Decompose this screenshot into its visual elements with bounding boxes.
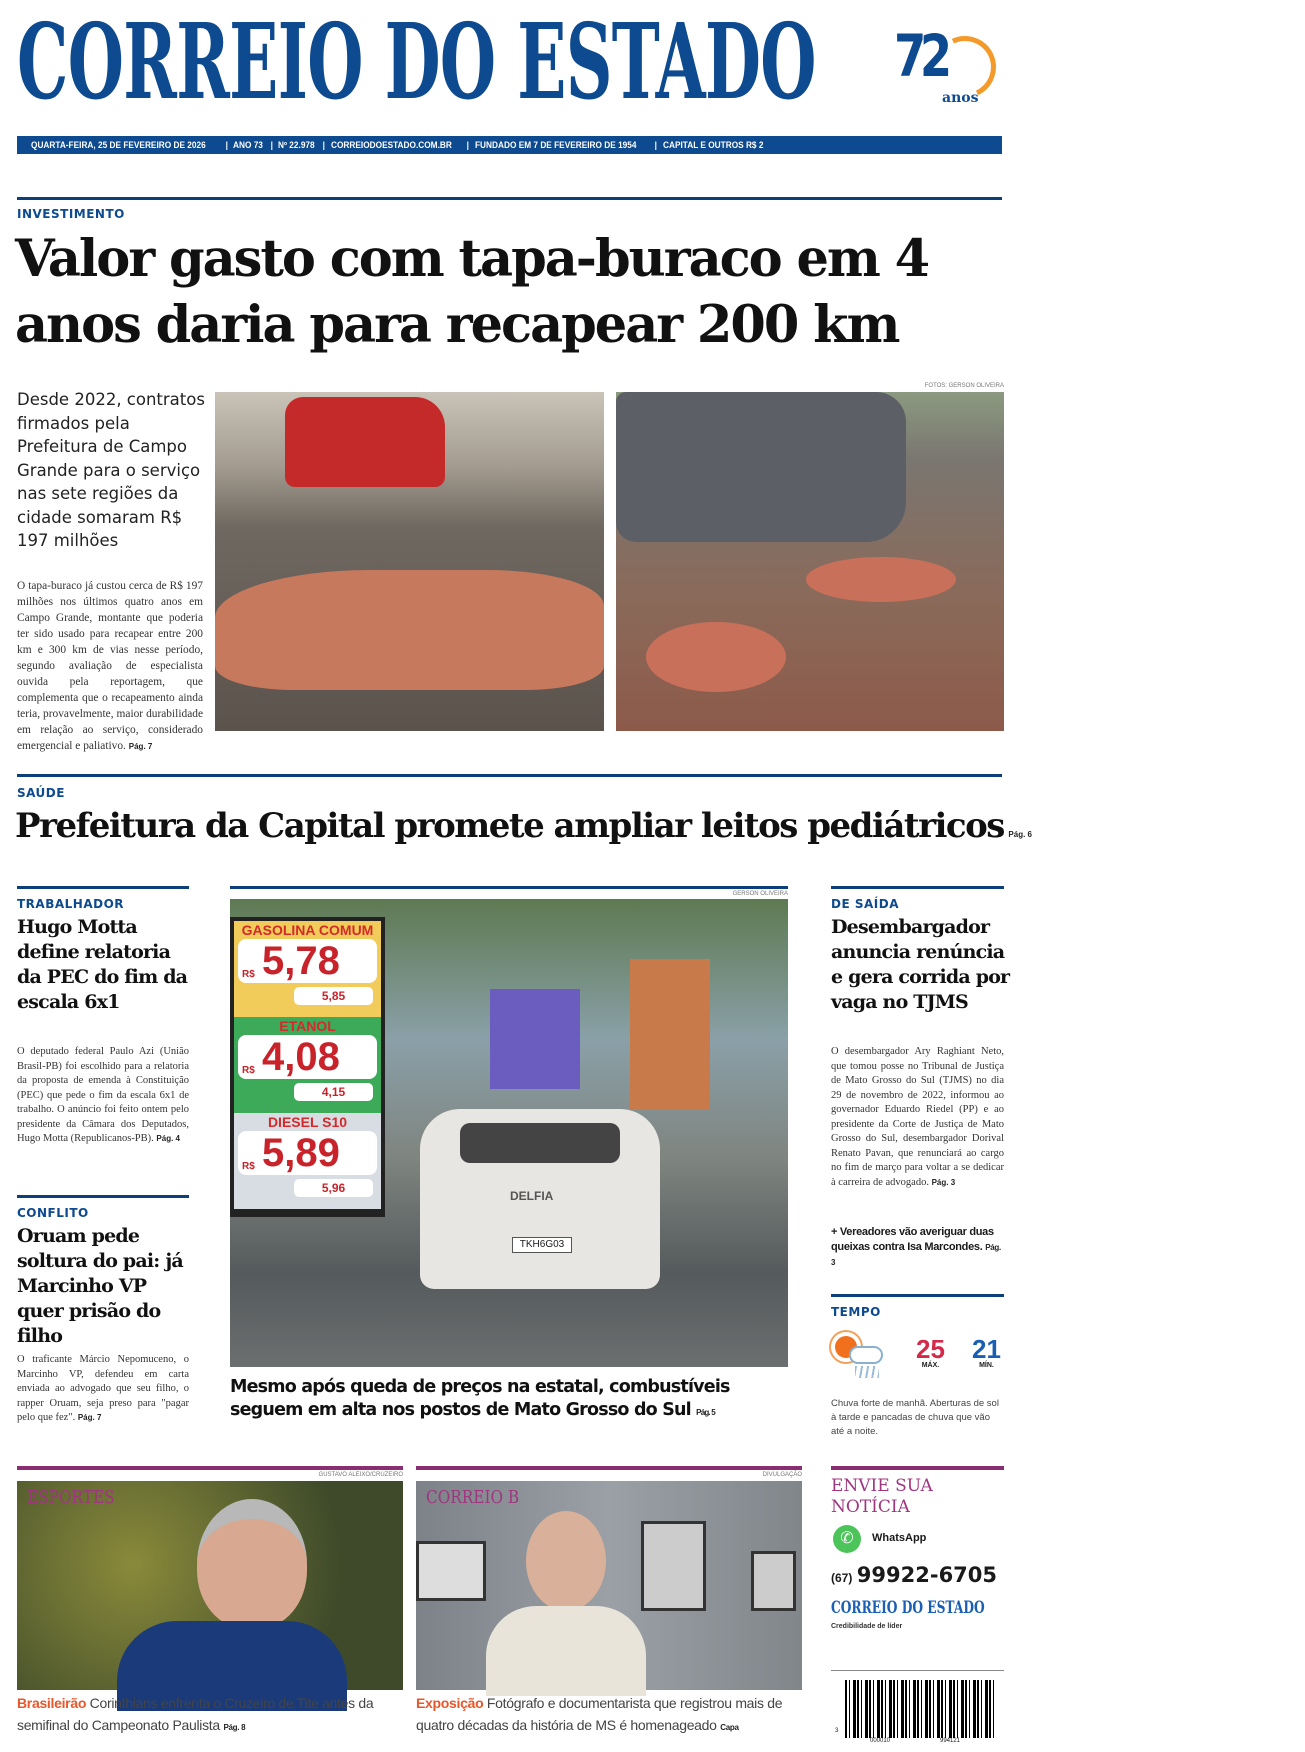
temp-max-value: 25 (916, 1334, 945, 1364)
lead-headline-line: anos daria para recapear 200 km (15, 295, 899, 355)
puddle (806, 557, 956, 602)
page-ref[interactable]: Pág. 3 (831, 1243, 1001, 1267)
related-text: + Vereadores vão averiguar duas queixas contra Isa Marcondes. (831, 1226, 994, 1253)
conflito-headline[interactable]: Oruam pede soltura do pai: já Marcinho VP quer prisão do filho (17, 1225, 183, 1347)
divider (230, 886, 788, 889)
whatsapp-number[interactable] (831, 1563, 997, 1587)
divider (831, 1466, 1004, 1470)
temp-min-value: 21 (972, 1334, 1001, 1364)
masthead-title: CORREIO DO ESTADO (17, 0, 816, 123)
fuel-diesel (234, 1113, 381, 1209)
car-model: DELFIA (510, 1189, 554, 1203)
divider (17, 886, 189, 889)
lead-headline[interactable] (15, 226, 1015, 358)
saida-headline[interactable]: Desembargador anuncia renúncia e gera corrida por vaga no TJMS (831, 916, 1010, 1013)
whatsapp-label: WhatsApp (872, 1532, 927, 1544)
conflito-kicker: CONFLITO (17, 1206, 89, 1220)
barcode-digit: 3 (835, 1728, 839, 1734)
price-value: 4,08 (262, 1035, 340, 1079)
edition-date: QUARTA-FEIRA, 25 DE FEVEREIRO DE 2026 (31, 140, 206, 150)
send-news-title (831, 1476, 933, 1518)
caption-text: Corinthians enfrenta o Cruzeiro de Tite antes da semifinal do Campeonato Paulista (17, 1695, 374, 1733)
fuel-station-photo[interactable] (230, 899, 788, 1367)
fuel-price (238, 939, 377, 983)
fuel-secondary-price: 5,96 (294, 1179, 373, 1197)
purple-building (490, 989, 580, 1089)
fuel-gasolina (234, 921, 381, 1017)
photo-credit: DIVULGAÇÃO (762, 1472, 802, 1478)
person-head (197, 1499, 307, 1629)
caption-tag: Brasileirão (17, 1695, 87, 1711)
currency: R$ (242, 969, 255, 980)
saida-related[interactable] (831, 1225, 1004, 1270)
page-ref[interactable]: Pág. 8 (223, 1723, 246, 1732)
divider (416, 1466, 802, 1470)
price-value: 5,89 (262, 1131, 340, 1175)
page-ref[interactable]: Pág. 7 (77, 1413, 102, 1422)
page-ref[interactable]: Capa (720, 1723, 739, 1732)
saida-kicker: DE SAÍDA (831, 897, 899, 911)
caption-text: Mesmo após queda de preços na estatal, combustíveis seguem em alta nos postos de Mato Grosso do Sul (230, 1377, 730, 1420)
orange-building (630, 959, 710, 1109)
weather-kicker: TEMPO (831, 1305, 881, 1319)
area-code: (67) (831, 1571, 853, 1585)
trabalhador-kicker: TRABALHADOR (17, 897, 125, 911)
lead-headline-line: Valor gasto com tapa-buraco em 4 (15, 229, 929, 289)
page-ref[interactable]: Pág. 5 (696, 1408, 715, 1417)
brand-slogan: Credibilidade de líder (831, 1623, 903, 1630)
saida-body (831, 1045, 1004, 1190)
edition-number: Nº 22.978 (278, 140, 316, 150)
fuel-name: DIESEL S10 (267, 1114, 348, 1130)
lead-body (17, 578, 203, 755)
photo-credit: FOTOS: GERSON OLIVEIRA (924, 383, 1004, 389)
page-ref[interactable]: Pág. 4 (156, 1134, 180, 1143)
body-text: O traficante Márcio Nepomuceno, o Marcinho VP, defendeu em carta enviada ao advogado que seu filho, o rapper Oruam, seja preso para "pagar pelo que fez". (17, 1354, 189, 1423)
page-ref[interactable]: Pág. 7 (128, 742, 153, 751)
saude-kicker: SAÚDE (17, 786, 65, 800)
barcode-digits: 994121 (940, 1738, 961, 1744)
barcode (845, 1680, 995, 1738)
esportes-caption[interactable] (17, 1692, 407, 1739)
divider (17, 774, 1002, 777)
puddle (215, 570, 604, 690)
fuel-secondary-price: 4,15 (294, 1083, 373, 1101)
divider (831, 886, 1004, 889)
section-label: ESPORTES (27, 1487, 115, 1508)
correio-b-caption[interactable] (416, 1692, 811, 1739)
trabalhador-headline[interactable]: Hugo Motta define relatoria da PEC do fim da escala 6x1 (17, 916, 188, 1013)
weather-text: Chuva forte de manhã. Aberturas de sol à tarde e pancadas de chuva que vão até a noite. (831, 1398, 999, 1437)
pothole-photo-2[interactable] (616, 392, 1004, 731)
framed-photo (641, 1521, 706, 1611)
edition-info-bar: QUARTA-FEIRA, 25 DE FEVEREIRO DE 2026 | ANO 73 | Nº 22.978 | CORREIODOESTADO.COM.BR | FUNDADO EM 7 DE FEVEREIRO DE 1954 | CAPITAL E OUTROS R$ 2 (17, 136, 1002, 154)
anniversary-logo (894, 22, 1004, 114)
price-value: 5,78 (262, 939, 340, 983)
license-plate: TKH6G03 (512, 1237, 572, 1253)
divider (831, 1670, 1004, 1671)
temp-min (972, 1336, 1001, 1369)
section-label: CORREIO B (426, 1487, 520, 1508)
esportes-photo[interactable] (17, 1481, 403, 1690)
divider (17, 1195, 189, 1198)
framed-photo (751, 1551, 796, 1611)
phone-number: 99922-6705 (856, 1563, 998, 1587)
website-link[interactable]: CORREIODOESTADO.COM.BR (330, 140, 452, 150)
divider (17, 197, 1002, 200)
price: CAPITAL E OUTROS R$ 2 (662, 140, 764, 150)
person-shirt (486, 1606, 646, 1696)
barcode-digits: 000010 (870, 1738, 891, 1744)
sun-rain-cloud-icon (831, 1330, 887, 1380)
temp-max-label: MÁX. (921, 1362, 940, 1369)
whatsapp-icon[interactable]: ✆ (833, 1525, 861, 1553)
currency: R$ (242, 1065, 255, 1076)
divider (831, 1294, 1004, 1297)
fuel-price (238, 1131, 377, 1175)
fuel-price (238, 1035, 377, 1079)
person-head (526, 1511, 606, 1611)
saude-headline[interactable] (15, 806, 1032, 846)
fuel-caption[interactable] (230, 1376, 795, 1424)
body-text: O deputado federal Paulo Azi (União Brasil-PB) foi escolhido para a relatoria da proposta de emenda à Constituição (PEC) que pede o fim da escala 6x1 de trabalho. O anúncio foi feito ontem pelo presidente da Câmara dos Deputados, Hugo Motta (Republicanos-PB). (17, 1046, 189, 1144)
framed-photo (416, 1541, 486, 1601)
puddle (646, 622, 786, 692)
temp-max (916, 1336, 945, 1369)
lead-body-text: O tapa-buraco já custou cerca de R$ 197 milhões nos últimos quatro anos em Campo Grande, montante que poderia ter sido usado para recapear entre 200 km e 300 km de vias nesse período, segundo avaliação de especialista ouvida pela reportagem, que complementa que o recapeamento ainda teria, provavelmente, maior durabilidade em relação ao serviço, considerado emergencial e paliativo. (17, 580, 203, 752)
white-car (420, 1109, 660, 1289)
fuel-etanol (234, 1017, 381, 1113)
title-line: NOTÍCIA (831, 1497, 910, 1517)
grey-suv (616, 392, 906, 542)
caption-tag: Exposição (416, 1695, 484, 1711)
pothole-photo-1[interactable] (215, 392, 604, 731)
page-ref[interactable]: Pág. 3 (931, 1177, 956, 1187)
fuel-secondary-price: 5,85 (294, 987, 373, 1005)
car-windshield (460, 1123, 620, 1163)
body-text: O desembargador Ary Raghiant Neto, que tomou posse no Tribunal de Justiça de Mato Grosso do Sul (TJMS) no dia 29 de novembro de 2022, informou ao governador Eduardo Riedel (PP) e ao presidente da Corte de Justiça de Mato Grosso do Sul, desembargador Dorival Renato Pavan, que renunciará ao cargo no fim de março para voltar a se dedicar à carreira de advogado. (831, 1046, 1004, 1188)
fuel-name: GASOLINA COMUM (241, 922, 374, 938)
page-ref[interactable]: Pág. 6 (1008, 830, 1032, 839)
trabalhador-body (17, 1045, 189, 1147)
currency: R$ (242, 1161, 255, 1172)
caption-text: Fotógrafo e documentarista que registrou mais de quatro décadas da história de MS é homenageado (416, 1695, 783, 1733)
title-line: ENVIE SUA (831, 1476, 933, 1496)
photo-credit: GUSTAVO ALEIXO/CRUZEIRO (318, 1472, 403, 1478)
brand-logo: CORREIO DO ESTADO (831, 1598, 985, 1618)
temp-min-label: MÍN. (979, 1362, 994, 1369)
lead-deck: Desde 2022, contratos firmados pela Prefeitura de Campo Grande para o serviço nas sete regiões da cidade somaram R$ 197 milhões (17, 390, 205, 550)
photo-credit: GERSON OLIVEIRA (732, 891, 788, 897)
conflito-body (17, 1353, 189, 1426)
edition-year: ANO 73 (233, 140, 264, 150)
correio-b-photo[interactable] (416, 1481, 802, 1690)
founded-date: FUNDADO EM 7 DE FEVEREIRO DE 1954 (474, 140, 637, 150)
divider (17, 1466, 403, 1470)
fuel-name: ETANOL (279, 1018, 336, 1034)
saude-headline-text: Prefeitura da Capital promete ampliar leitos pediátricos (15, 806, 1004, 846)
fuel-price-sign (230, 917, 385, 1217)
anniversary-number: 72 (894, 22, 946, 90)
lead-kicker: INVESTIMENTO (17, 207, 125, 221)
red-car (285, 397, 445, 487)
anniversary-label: anos (942, 90, 979, 106)
